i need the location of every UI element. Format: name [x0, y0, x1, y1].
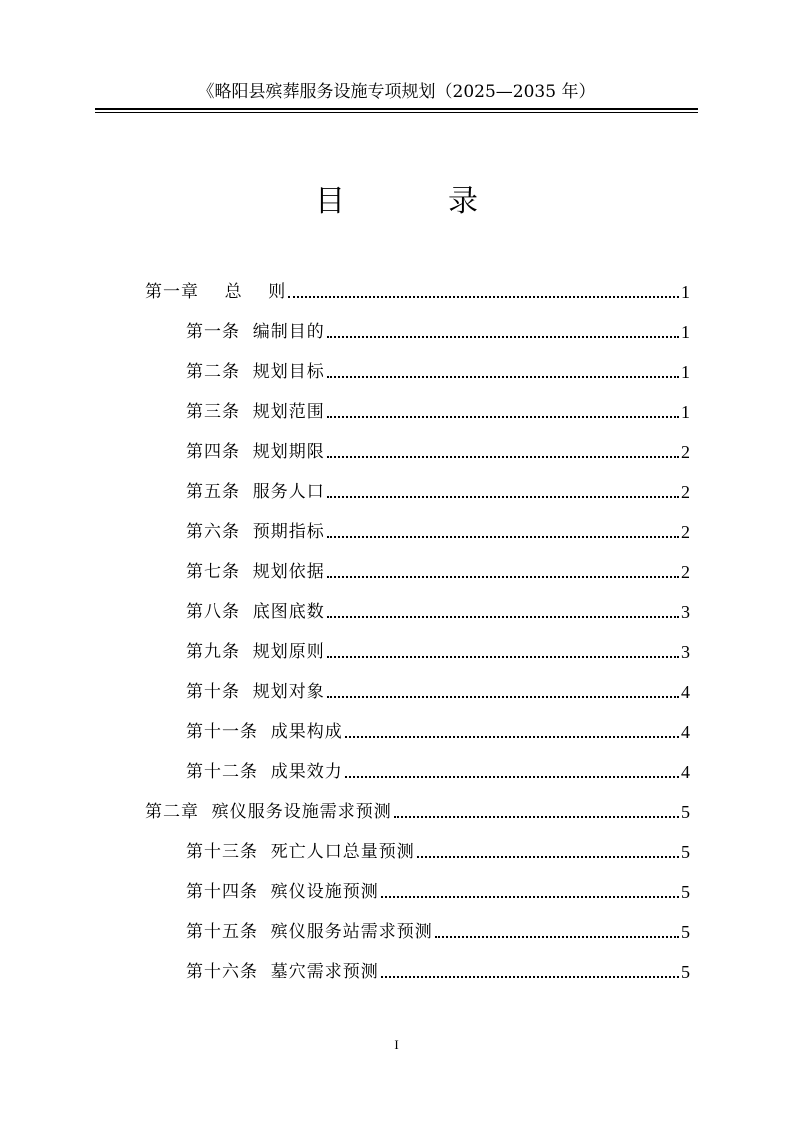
- toc-entry-label: 第一章 总 则: [145, 282, 287, 302]
- toc-entry-label: 第九条 规划原则: [186, 642, 325, 662]
- toc-chapter-entry[interactable]: [145, 280, 690, 304]
- toc-entry-label: 第十六条 墓穴需求预测: [186, 962, 379, 982]
- toc-entry-page: 5: [681, 802, 690, 822]
- toc-entry-page: 2: [681, 482, 690, 502]
- toc-dot-leader: [435, 936, 679, 938]
- toc-entry-page: 4: [681, 722, 690, 742]
- toc-entry-label: 第十二条 成果效力: [186, 762, 343, 782]
- toc-entry-label: 第五条 服务人口: [186, 482, 325, 502]
- toc-entry-label: 第六条 预期指标: [186, 522, 325, 542]
- toc-dot-leader: [327, 416, 679, 418]
- toc-article-entry[interactable]: [186, 320, 690, 344]
- toc-entry-label: 第二章 殡仪服务设施需求预测: [145, 802, 392, 822]
- toc-article-entry[interactable]: [186, 600, 690, 624]
- toc-entry-label: 第七条 规划依据: [186, 562, 325, 582]
- toc-article-entry[interactable]: [186, 560, 690, 584]
- toc-article-entry[interactable]: [186, 520, 690, 544]
- toc-title: 目 录: [314, 184, 507, 219]
- toc-article-entry[interactable]: [186, 840, 690, 864]
- toc-entry-page: 3: [681, 642, 690, 662]
- toc-dot-leader: [327, 336, 679, 338]
- toc-article-entry[interactable]: [186, 880, 690, 904]
- toc-entry-page: 1: [681, 402, 690, 422]
- toc-entry-page: 2: [681, 442, 690, 462]
- toc-article-entry[interactable]: [186, 480, 690, 504]
- toc-article-entry[interactable]: [186, 960, 690, 984]
- toc-dot-leader: [327, 376, 679, 378]
- toc-article-entry[interactable]: [186, 400, 690, 424]
- toc-chapter-entry[interactable]: [145, 800, 690, 824]
- running-header: 《略阳县殡葬服务设施专项规划（2025—2035 年）: [197, 82, 596, 102]
- toc-article-entry[interactable]: [186, 760, 690, 784]
- toc-entry-page: 5: [681, 962, 690, 982]
- toc-entry-label: 第十三条 死亡人口总量预测: [186, 842, 415, 862]
- toc-entry-label: 第八条 底图底数: [186, 602, 325, 622]
- toc-dot-leader: [327, 576, 679, 578]
- toc-dot-leader: [327, 456, 679, 458]
- toc-entry-page: 1: [681, 322, 690, 342]
- toc-entry-label: 第十一条 成果构成: [186, 722, 343, 742]
- toc-dot-leader: [327, 656, 679, 658]
- toc-entry-label: 第十四条 殡仪设施预测: [186, 882, 379, 902]
- toc-article-entry[interactable]: [186, 920, 690, 944]
- toc-entry-page: 3: [681, 602, 690, 622]
- toc-dot-leader: [327, 536, 679, 538]
- toc-dot-leader: [345, 736, 679, 738]
- toc-article-entry[interactable]: [186, 640, 690, 664]
- toc-entry-page: 1: [681, 362, 690, 382]
- toc-entry-page: 5: [681, 922, 690, 942]
- page-number: I: [394, 1037, 399, 1052]
- toc-dot-leader: [288, 296, 679, 298]
- toc-entry-page: 4: [681, 762, 690, 782]
- toc-dot-leader: [381, 976, 679, 978]
- toc-entry-page: 1: [681, 282, 690, 302]
- toc-dot-leader: [417, 856, 679, 858]
- toc-entry-label: 第三条 规划范围: [186, 402, 325, 422]
- toc-entry-label: 第二条 规划目标: [186, 362, 325, 382]
- toc-dot-leader: [327, 496, 679, 498]
- toc-entry-page: 2: [681, 562, 690, 582]
- toc-dot-leader: [327, 696, 679, 698]
- toc-article-entry[interactable]: [186, 720, 690, 744]
- toc-entry-label: 第十条 规划对象: [186, 682, 325, 702]
- toc-entry-page: 2: [681, 522, 690, 542]
- toc-entry-page: 5: [681, 842, 690, 862]
- toc-dot-leader: [327, 616, 679, 618]
- toc-dot-leader: [381, 896, 679, 898]
- toc-article-entry[interactable]: [186, 360, 690, 384]
- toc-entry-label: 第一条 编制目的: [186, 322, 325, 342]
- toc-article-entry[interactable]: [186, 680, 690, 704]
- toc-dot-leader: [345, 776, 679, 778]
- toc-entry-label: 第十五条 殡仪服务站需求预测: [186, 922, 433, 942]
- toc-dot-leader: [394, 816, 679, 818]
- toc-entry-label: 第四条 规划期限: [186, 442, 325, 462]
- toc-entry-page: 5: [681, 882, 690, 902]
- toc-article-entry[interactable]: [186, 440, 690, 464]
- toc-entry-page: 4: [681, 682, 690, 702]
